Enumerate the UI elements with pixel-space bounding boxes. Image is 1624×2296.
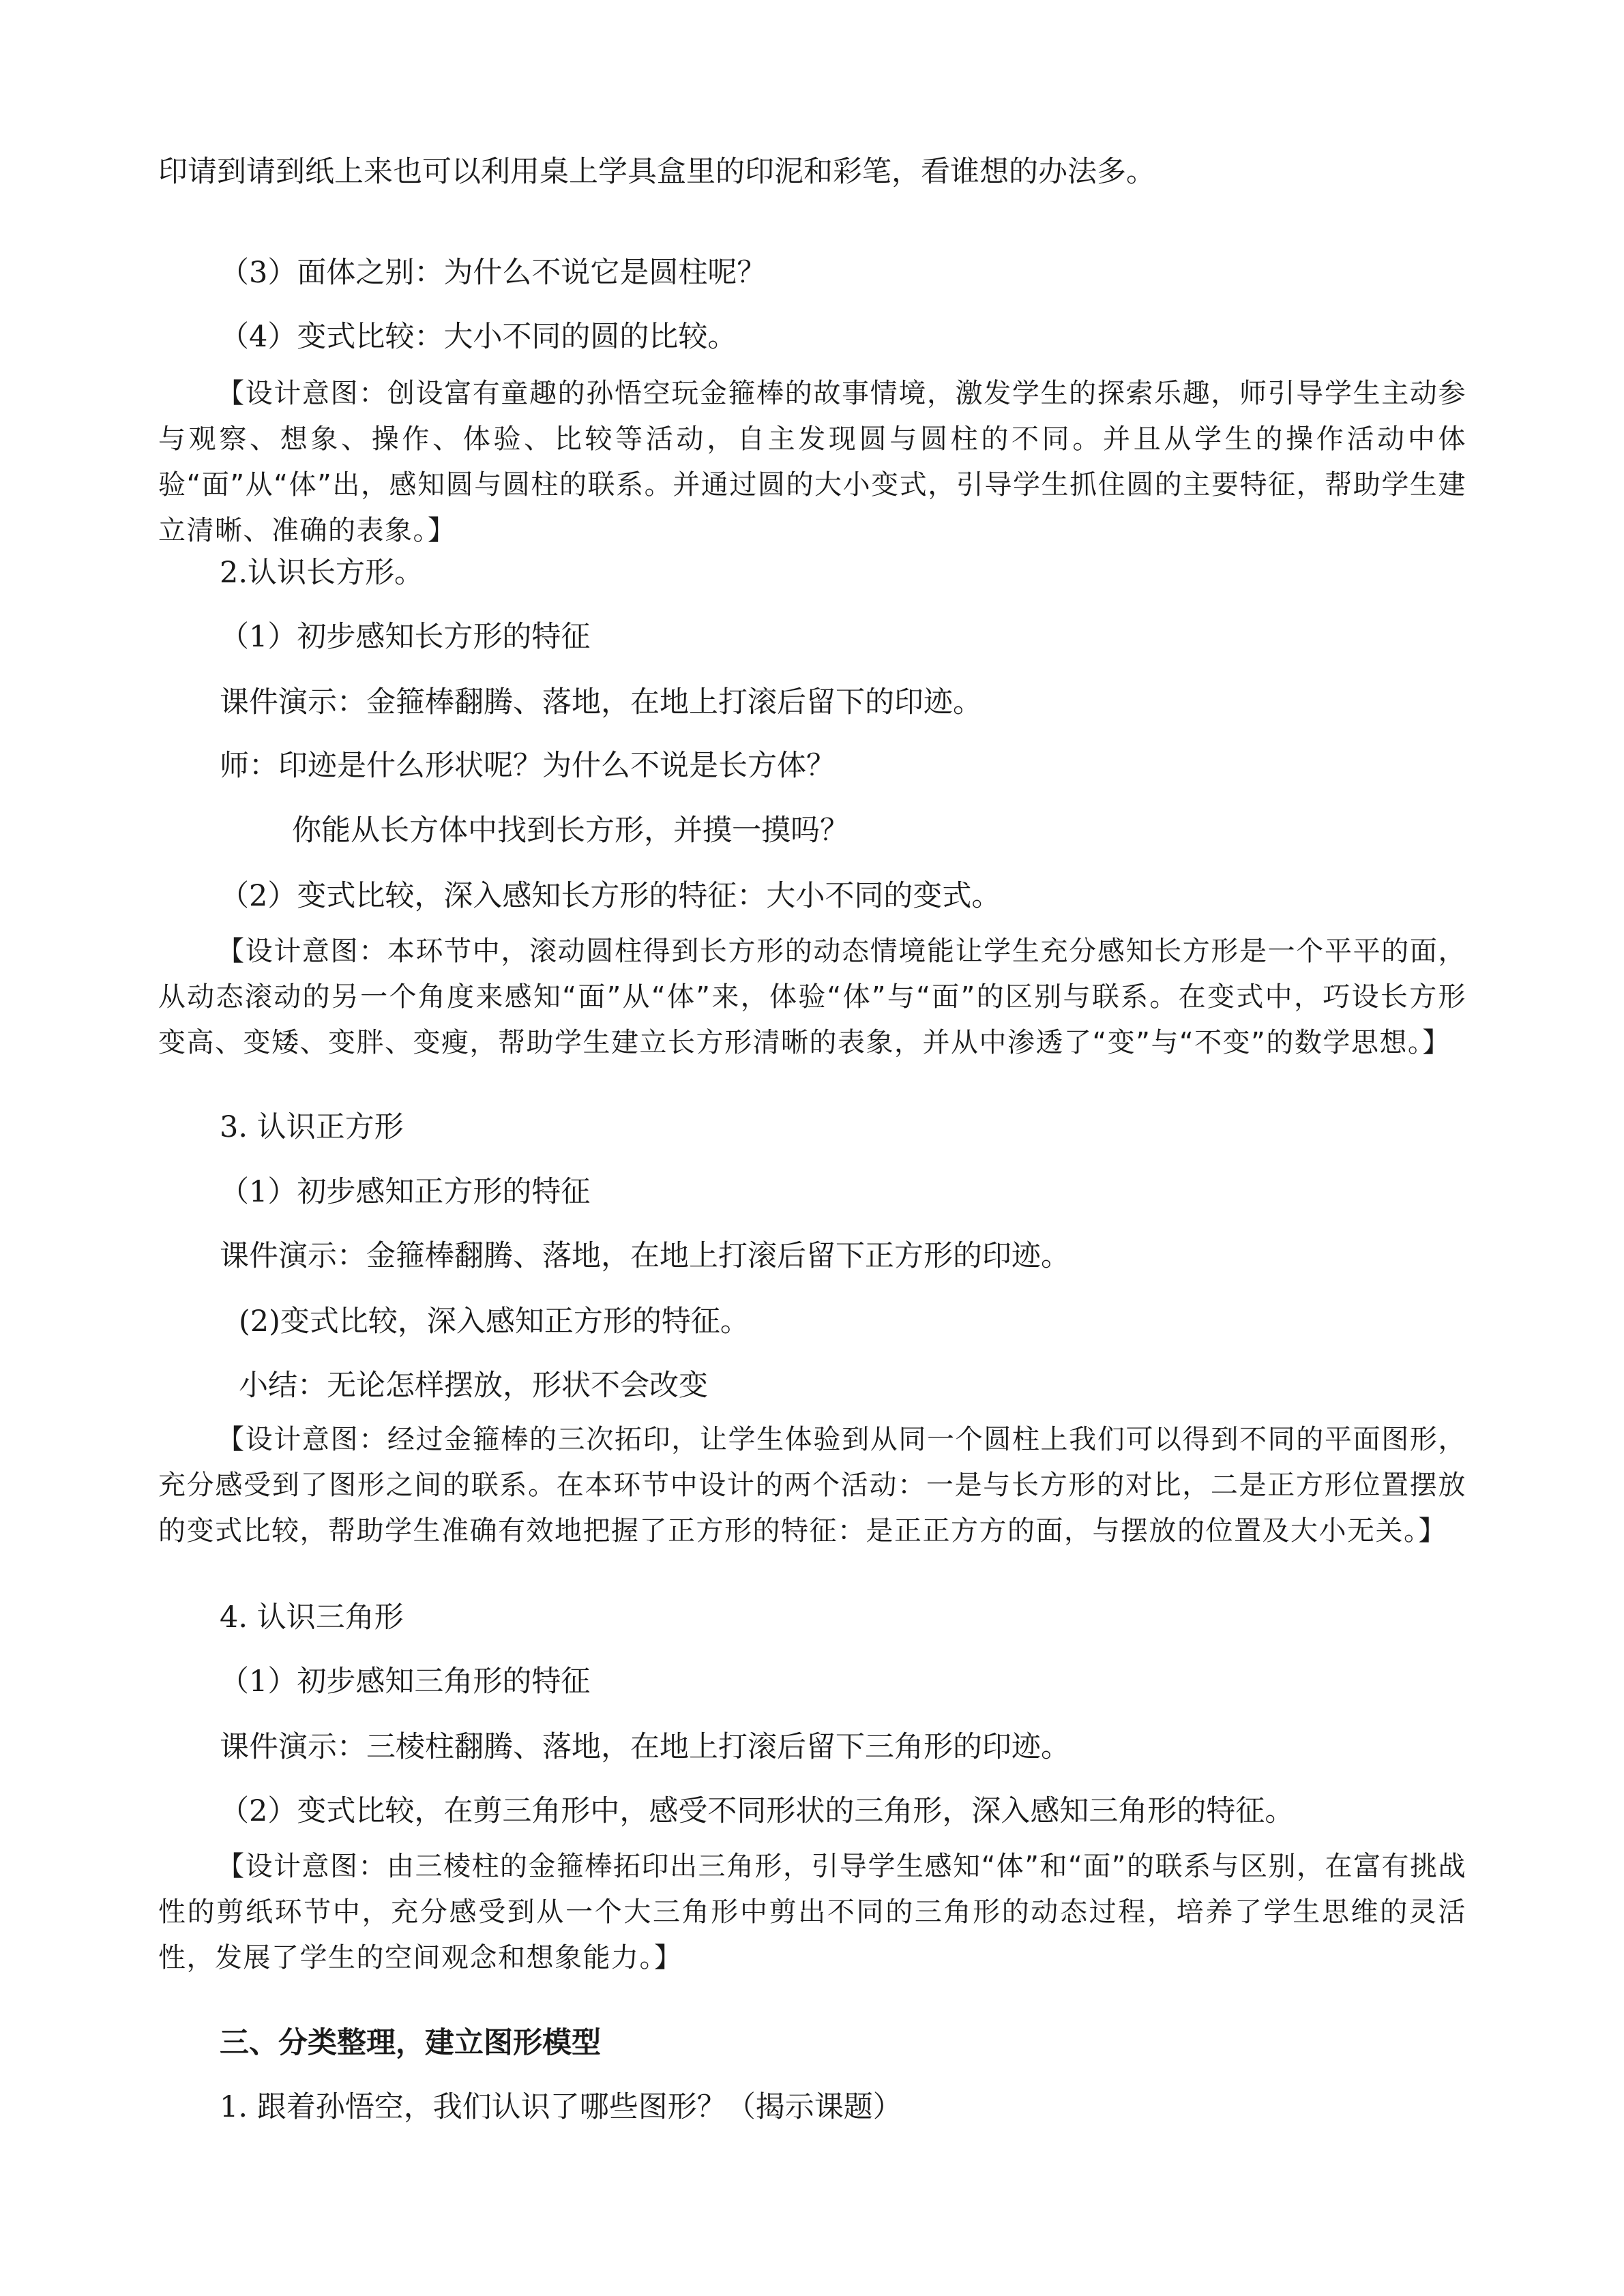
text-line: 师：印迹是什么形状呢？为什么不说是长方体？: [220, 749, 836, 783]
text-line: （1）初步感知三角形的特征: [220, 1665, 591, 1699]
text-line: 课件演示：三棱柱翻腾、落地，在地上打滚后留下三角形的印迹。: [220, 1730, 1070, 1764]
text-line: （1）初步感知长方形的特征: [220, 620, 591, 654]
design-note: 【设计意图：创设富有童趣的孙悟空玩金箍棒的故事情境，激发学生的探索乐趣，师引导学生主动参与观察、想象、操作、体验、比较等活动，自主发现圆与圆柱的不同。并且从学生的操作活动中体验“面”从“体”出，感知圆与圆柱的联系。并通过圆的大小变式，引导学生抓住圆的主要特征，帮助学生建立清晰、准确的表象。】: [158, 378, 1466, 546]
design-note: 【设计意图：经过金箍棒的三次拓印，让学生体验到从同一个圆柱上我们可以得到不同的平面图形，充分感受到了图形之间的联系。在本环节中设计的两个活动：一是与长方形的对比，二是正方形位置摆放的变式比较，帮助学生准确有效地把握了正方形的特征：是正正方方的面，与摆放的位置及大小无关。】: [158, 1424, 1466, 1547]
text-line: 课件演示：金箍棒翻腾、落地，在地上打滚后留下正方形的印迹。: [220, 1239, 1070, 1273]
text-line: 小结：无论怎样摆放，形状不会改变: [239, 1369, 708, 1403]
design-note: 【设计意图：本环节中，滚动圆柱得到长方形的动态情境能让学生充分感知长方形是一个平平的面，从动态滚动的另一个角度来感知“面”从“体”来，体验“体”与“面”的区别与联系。在变式中，巧设长方形变高、变矮、变胖、变瘦，帮助学生建立长方形清晰的表象，并从中渗透了“变”与“不变”的数学思想。】: [158, 936, 1466, 1058]
text-line: （2）变式比较，在剪三角形中，感受不同形状的三角形，深入感知三角形的特征。: [220, 1794, 1295, 1828]
design-note: 【设计意图：由三棱柱的金箍棒拓印出三角形，引导学生感知“体”和“面”的联系与区别，在富有挑战性的剪纸环节中，充分感受到从一个大三角形中剪出不同的三角形的动态过程，培养了学生思维的灵活性，发展了学生的空间观念和想象能力。】: [158, 1851, 1466, 1973]
text-line: 印请到请到纸上来也可以利用桌上学具盒里的印泥和彩笔，看谁想的办法多。: [158, 155, 1155, 189]
section-heading: 三、分类整理，建立图形模型: [220, 2026, 601, 2060]
section-heading: 4. 认识三角形: [220, 1600, 404, 1635]
text-line: （3）面体之别：为什么不说它是圆柱呢？: [220, 256, 767, 290]
text-line: 课件演示：金箍棒翻腾、落地，在地上打滚后留下的印迹。: [220, 685, 982, 719]
section-heading: 2.认识长方形。: [220, 556, 424, 590]
text-line: （1）初步感知正方形的特征: [220, 1175, 591, 1209]
text-line: （4）变式比较：大小不同的圆的比较。: [220, 320, 737, 354]
text-line: (2)变式比较，深入感知正方形的特征。: [239, 1304, 750, 1339]
text-line: 你能从长方体中找到长方形，并摸一摸吗？: [292, 814, 849, 848]
text-line: 1. 跟着孙悟空，我们认识了哪些图形？（揭示课题）: [220, 2090, 902, 2124]
section-heading: 3. 认识正方形: [220, 1110, 404, 1144]
text-line: （2）变式比较，深入感知长方形的特征：大小不同的变式。: [220, 879, 1001, 913]
